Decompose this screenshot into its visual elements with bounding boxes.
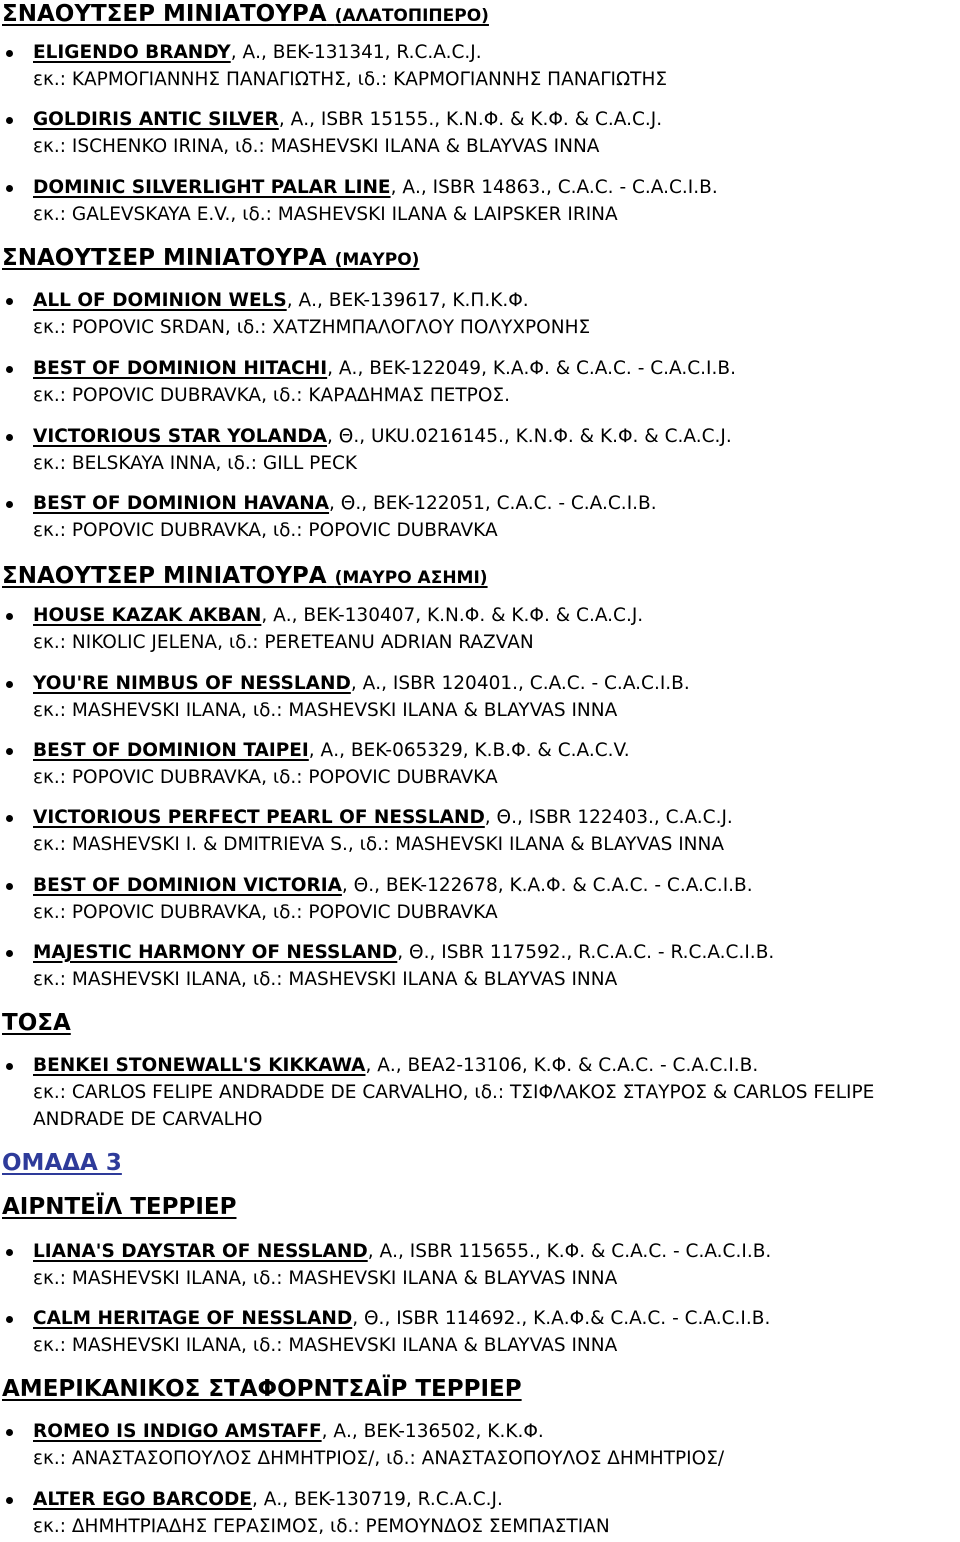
dog-name: GOLDIRIS ANTIC SILVER [33,109,279,130]
dog-name: LIANA'S DAYSTAR OF NESSLAND [33,1241,368,1262]
dog-name: ALL OF DOMINION WELS [33,290,287,311]
dog-details: , Α., BEK-136502, Κ.Κ.Φ. [321,1421,544,1442]
dog-details: , Α., BEK-065329, Κ.Β.Φ. & C.A.C.V. [308,740,630,761]
bullet-icon [6,1429,13,1436]
section-heading: ΣΝΑΟΥΤΣΕΡ ΜΙΝΙΑΤΟΥΡΑ (ΑΛΑΤΟΠΙΠΕΡΟ) [2,1,489,27]
dog-details: , Θ., ISBR 117592., R.C.A.C. - R.C.A.C.I.B. [397,942,775,963]
bullet-icon [6,883,13,890]
dog-details: , Θ., ISBR 122403., C.A.C.J. [484,807,733,828]
owner-line: εκ.: ΚΑΡΜΟΓΙΑΝΝΗΣ ΠΑΝΑΓΙΩΤΗΣ, ιδ.: ΚΑΡΜΟΓΙΑΝΝΗΣ ΠΑΝΑΓΙΩΤΗΣ [33,69,668,90]
bullet-icon [6,298,13,305]
dog-name: DOMINIC SILVERLIGHT PALAR LINE [33,177,391,198]
dog-details: , Α., BEK-122049, Κ.Α.Φ. & C.A.C. - C.A.C.I.B. [327,358,736,379]
bullet-icon [6,681,13,688]
bullet-icon [6,50,13,57]
section-heading: ΤΟΣΑ [2,1010,71,1036]
bullet-icon [6,185,13,192]
bullet-icon [6,434,13,441]
owner-line: εκ.: CARLOS FELIPE ANDRADDE DE CARVALHO, ιδ.: ΤΣΙΦΛΑΚΟΣ ΣΤΑΥΡΟΣ & CARLOS FELIPE [33,1082,875,1103]
owner-line: εκ.: POPOVIC DUBRAVKA, ιδ.: ΚΑΡΑΔΗΜΑΣ ΠΕΤΡΟΣ. [33,385,510,406]
owner-line: εκ.: POPOVIC DUBRAVKA, ιδ.: POPOVIC DUBRAVKA [33,902,498,923]
owner-line: εκ.: BELSKAYA INNA, ιδ.: GILL PECK [33,453,358,474]
owner-line: εκ.: MASHEVSKI ILANA, ιδ.: MASHEVSKI ILANA & BLAYVAS INNA [33,1268,618,1289]
dog-details: , Θ., UKU.0216145., Κ.Ν.Φ. & Κ.Φ. & C.A.C.J. [327,426,732,447]
bullet-icon [6,117,13,124]
dog-details: , Θ., BEK-122051, C.A.C. - C.A.C.I.B. [329,493,657,514]
section-heading: ΑΜΕΡΙΚΑΝΙΚΟΣ ΣΤΑΦΟΡΝΤΣΑΪΡ ΤΕΡΡΙΕΡ [2,1376,522,1402]
dog-details: , Α., ISBR 115655., Κ.Φ. & C.A.C. - C.A.C.I.B. [367,1241,772,1262]
owner-line: εκ.: MASHEVSKI ILANA, ιδ.: MASHEVSKI ILANA & BLAYVAS INNA [33,1335,618,1356]
dog-name: ROMEO IS INDIGO AMSTAFF [33,1421,322,1442]
dog-name: MAJESTIC HARMONY OF NESSLAND [33,942,398,963]
bullet-icon [6,1316,13,1323]
bullet-icon [6,501,13,508]
dog-name: VICTORIOUS STAR YOLANDA [33,426,328,447]
dog-details: , Α., ISBR 120401., C.A.C. - C.A.C.I.B. [350,673,690,694]
dog-details: , Α., ISBR 14863., C.A.C. - C.A.C.I.B. [390,177,718,198]
bullet-icon [6,1249,13,1256]
bullet-icon [6,815,13,822]
dog-details: , Θ., ISBR 114692., Κ.Α.Φ.& C.A.C. - C.A.C.I.B. [352,1308,771,1329]
dog-details: , Α., BEK-130407, Κ.Ν.Φ. & Κ.Φ. & C.A.C.J. [261,605,644,626]
dog-name: YOU'RE NIMBUS OF NESSLAND [33,673,351,694]
bullet-icon [6,950,13,957]
bullet-icon [6,613,13,620]
dog-name: VICTORIOUS PERFECT PEARL OF NESSLAND [33,807,485,828]
dog-details: , Α., BEK-130719, R.C.A.C.J. [251,1489,503,1510]
section-heading: ΣΝΑΟΥΤΣΕΡ ΜΙΝΙΑΤΟΥΡΑ (ΜΑΥΡΟ) [2,245,420,271]
dog-name: ELIGENDO BRANDY [33,42,231,63]
owner-line: εκ.: MASHEVSKI ILANA, ιδ.: MASHEVSKI ILANA & BLAYVAS INNA [33,969,618,990]
dog-details: , Θ., BEK-122678, Κ.Α.Φ. & C.A.C. - C.A.C.I.B. [341,875,753,896]
dog-name: BENKEI STONEWALL'S KIKKAWA [33,1055,366,1076]
owner-line: εκ.: POPOVIC DUBRAVKA, ιδ.: POPOVIC DUBRAVKA [33,520,498,541]
dog-name: HOUSE KAZAK AKBAN [33,605,262,626]
dog-name: CALM HERITAGE OF NESSLAND [33,1308,353,1329]
owner-line: εκ.: ΑΝΑΣΤΑΣΟΠΟΥΛΟΣ ΔΗΜΗΤΡΙΟΣ/, ιδ.: ΑΝΑΣΤΑΣΟΠΟΥΛΟΣ ΔΗΜΗΤΡΙΟΣ/ [33,1448,725,1469]
owner-line: εκ.: MASHEVSKI I. & DMITRIEVA S., ιδ.: MASHEVSKI ILANA & BLAYVAS INNA [33,834,725,855]
owner-line: εκ.: MASHEVSKI ILANA, ιδ.: MASHEVSKI ILANA & BLAYVAS INNA [33,700,618,721]
dog-details: , Α., BEA2-13106, Κ.Φ. & C.A.C. - C.A.C.I.B. [365,1055,759,1076]
section-heading: ΑΙΡΝΤΕΪΛ ΤΕΡΡΙΕΡ [2,1194,237,1220]
owner-line: εκ.: POPOVIC DUBRAVKA, ιδ.: POPOVIC DUBRAVKA [33,767,498,788]
dog-name: BEST OF DOMINION HITACHI [33,358,328,379]
dog-details: , Α., ISBR 15155., Κ.Ν.Φ. & Κ.Φ. & C.A.C.J. [278,109,663,130]
dog-name: BEST OF DOMINION TAIPEI [33,740,309,761]
owner-line: εκ.: ISCHENKO IRINA, ιδ.: MASHEVSKI ILANA & BLAYVAS INNA [33,136,600,157]
group-heading: ΟΜΑΔΑ 3 [2,1150,122,1176]
bullet-icon [6,1063,13,1070]
owner-line: εκ.: GALEVSKAYA E.V., ιδ.: MASHEVSKI ILANA & LAIPSKER IRINA [33,204,618,225]
owner-line: εκ.: POPOVIC SRDAN, ιδ.: ΧΑΤΖΗΜΠΑΛΟΓΛΟΥ ΠΟΛΥΧΡΟΝΗΣ [33,317,591,338]
dog-details: , Α., BEK-139617, Κ.Π.Κ.Φ. [286,290,529,311]
section-heading: ΣΝΑΟΥΤΣΕΡ ΜΙΝΙΑΤΟΥΡΑ (ΜΑΥΡΟ ΑΣΗΜΙ) [2,563,488,589]
bullet-icon [6,748,13,755]
dog-name: BEST OF DOMINION VICTORIA [33,875,342,896]
dog-name: BEST OF DOMINION HAVANA [33,493,330,514]
dog-details: , Α., BEK-131341, R.C.A.C.J. [230,42,482,63]
owner-line: εκ.: ΔΗΜΗΤΡΙΑΔΗΣ ΓΕΡΑΣΙΜΟΣ, ιδ.: ΡΕΜΟΥΝΔΟΣ ΣΕΜΠΑΣΤΙΑΝ [33,1516,610,1537]
owner-line: εκ.: NIKOLIC JELENA, ιδ.: PERETEANU ADRIAN RAZVAN [33,632,534,653]
bullet-icon [6,1497,13,1504]
owner-line-continued: ANDRADE DE CARVALHO [33,1109,263,1130]
bullet-icon [6,366,13,373]
dog-name: ALTER EGO BARCODE [33,1489,252,1510]
